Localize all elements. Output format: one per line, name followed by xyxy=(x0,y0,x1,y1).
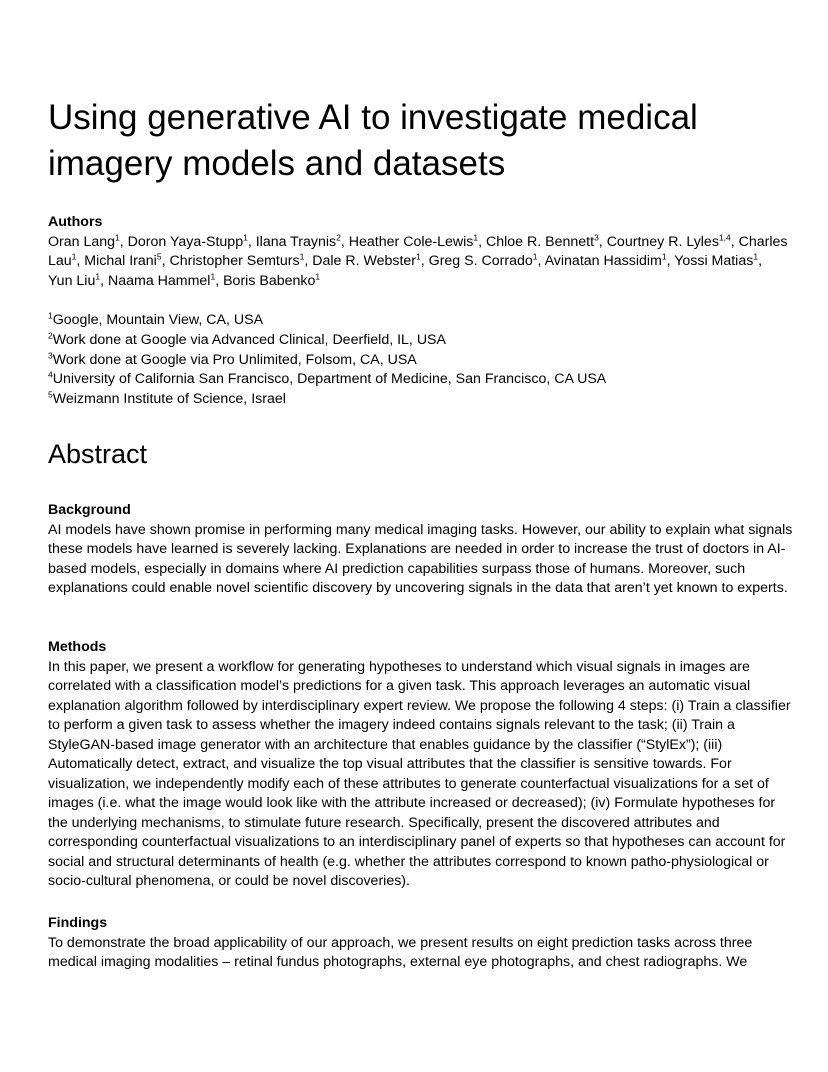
author-name: Heather Cole-Lewis xyxy=(348,233,474,250)
author-affiliation-marker: 1 xyxy=(243,231,248,242)
author-name: Doron Yaya-Stupp xyxy=(127,233,244,250)
author-name: Courtney R. Lyles xyxy=(606,233,719,250)
abstract-heading: Abstract xyxy=(48,439,148,469)
author-list: Oran Lang$^1$, Doron Yaya-Stupp$^1$, Ilana Traynis$^2$, Heather Cole-Lewis$^1$, Chloe R. Bennett$^3$, Courtney R. Lyles$^{1,4}$, Charles Lau$^1$, Michal Irani$^5$, Christopher Semturs$^1$, Dale R. Webster$^1$, Greg S. Corrado$^1$, Avinatan Hassidim$^1$, Yossi Matias$^1$, Yun Liu$^1$, Naama Hammel$^1$, Boris Babenko$^1$ xyxy=(48,231,788,289)
author-name: Charles Lau xyxy=(48,233,788,269)
author-affiliation-marker: 5 xyxy=(156,251,162,262)
author-name: Ilana Traynis xyxy=(255,233,337,250)
author-name: Christopher Semturs xyxy=(169,253,300,269)
affiliation-line xyxy=(48,331,788,351)
authors-heading: Authors xyxy=(48,214,103,230)
background-section xyxy=(48,501,793,599)
author-name: Greg S. Corrado xyxy=(428,253,533,269)
paper-title: Using generative AI to investigate medical imagery models and datasets xyxy=(48,98,698,183)
author-affiliation-marker: 1 xyxy=(210,270,216,281)
affiliation-text: Work done at Google via Pro Unlimited, Folsom, CA, USA xyxy=(52,351,417,368)
affiliation-text: Work done at Google via Advanced Clinical, Deerfield, IL, USA xyxy=(52,331,446,348)
findings-section xyxy=(48,914,793,973)
author-name: Boris Babenko xyxy=(223,272,316,289)
author-affiliation-marker: 2 xyxy=(336,231,341,242)
author-affiliation-marker: 1 xyxy=(71,251,77,262)
affiliations-list xyxy=(48,311,788,410)
author-name: Dale R. Webster xyxy=(312,253,417,269)
affiliation-text: Weizmann Institute of Science, Israel xyxy=(52,391,286,408)
affiliation-number: 4 xyxy=(48,369,53,380)
background-text: AI models have shown promise in performing many medical imaging tasks. However, our ability to explain what signals these models have learned is severely lacking. Explanations are needed in order to increase the trust of doctors in AI-based models, especially in domains where AI prediction capabilities surpass those of humans. Moreover, such explanations could enable novel scientific discovery by uncovering signals in the data that aren’t yet known to experts. xyxy=(48,521,793,596)
findings-text: To demonstrate the broad applicability of our approach, we present results on eight prediction tasks across three medical imaging modalities – retinal fundus photographs, external eye photographs, and chest radiographs. We xyxy=(48,934,753,970)
author-affiliation-marker: 1 xyxy=(115,231,120,242)
author-name: Yossi Matias xyxy=(674,253,754,269)
author-affiliation-marker: 1 xyxy=(661,251,667,262)
methods-text: In this paper, we present a workflow for generating hypotheses to understand which visual signals in images are correlated with a classification model’s predictions for a given task. This approach leverages an automatic visual explanation algorithm followed by interdisciplinary expert review. We propose the following 4 steps: (i) Train a classifier to perform a given task to assess whether the imagery indeed contains signals relevant to the task; (ii) Train a StyleGAN-based image generator with an architecture that enables guidance by the classifier (“StylEx”); (iii) Automatically detect, extract, and visualize the top visual attributes that the classifier is sensitive towards. For visualization, we independently modify each of these attributes to generate counterfactual visualizations for a set of images (i.e. what the image would look like with the attribute increased or decreased); (iv) Formulate hypotheses for the underlying mechanisms, to stimulate future research. Specifically, present the discovered attributes and corresponding counterfactual visualizations to an interdisciplinary panel of experts so that hypotheses can account for social and structural determinants of health (e.g. whether the attributes correspond to known patho-physiological or socio-cultural phenomena, or could be novel discoveries). xyxy=(48,658,791,889)
author-name: Chloe R. Bennett xyxy=(486,233,595,250)
authors-section xyxy=(48,213,788,291)
author-affiliation-marker: 1 xyxy=(95,270,101,281)
author-name: Oran Lang xyxy=(48,233,116,250)
methods-heading: Methods xyxy=(48,639,107,655)
author-affiliation-marker: 1 xyxy=(416,251,421,262)
author-name: Yun Liu xyxy=(48,272,96,289)
affiliation-number: 3 xyxy=(48,349,53,360)
affiliation-line xyxy=(48,311,788,331)
findings-heading: Findings xyxy=(48,915,108,931)
affiliation-line xyxy=(48,370,788,390)
author-affiliation-marker: 1 xyxy=(315,270,321,281)
background-heading: Background xyxy=(48,502,131,518)
affiliation-line xyxy=(48,390,788,410)
affiliation-number: 1 xyxy=(48,310,53,321)
affiliation-number: 2 xyxy=(48,330,53,341)
author-affiliation-marker: 1 xyxy=(532,251,538,262)
author-affiliation-marker: 1 xyxy=(753,251,759,262)
affiliation-text: Google, Mountain View, CA, USA xyxy=(52,312,264,328)
author-affiliation-marker: 1 xyxy=(299,251,305,262)
author-name: Michal Irani xyxy=(84,253,157,269)
affiliation-number: 5 xyxy=(48,389,53,400)
author-affiliation-marker: 1,4 xyxy=(718,231,731,242)
author-affiliation-marker: 1 xyxy=(473,231,479,242)
affiliation-line xyxy=(48,351,788,371)
author-name: Naama Hammel xyxy=(107,272,211,289)
methods-section xyxy=(48,638,798,892)
author-name: Avinatan Hassidim xyxy=(544,253,662,269)
affiliation-text: University of California San Francisco, Department of Medicine, San Francisco, CA USA xyxy=(52,371,607,388)
author-affiliation-marker: 3 xyxy=(594,231,599,242)
